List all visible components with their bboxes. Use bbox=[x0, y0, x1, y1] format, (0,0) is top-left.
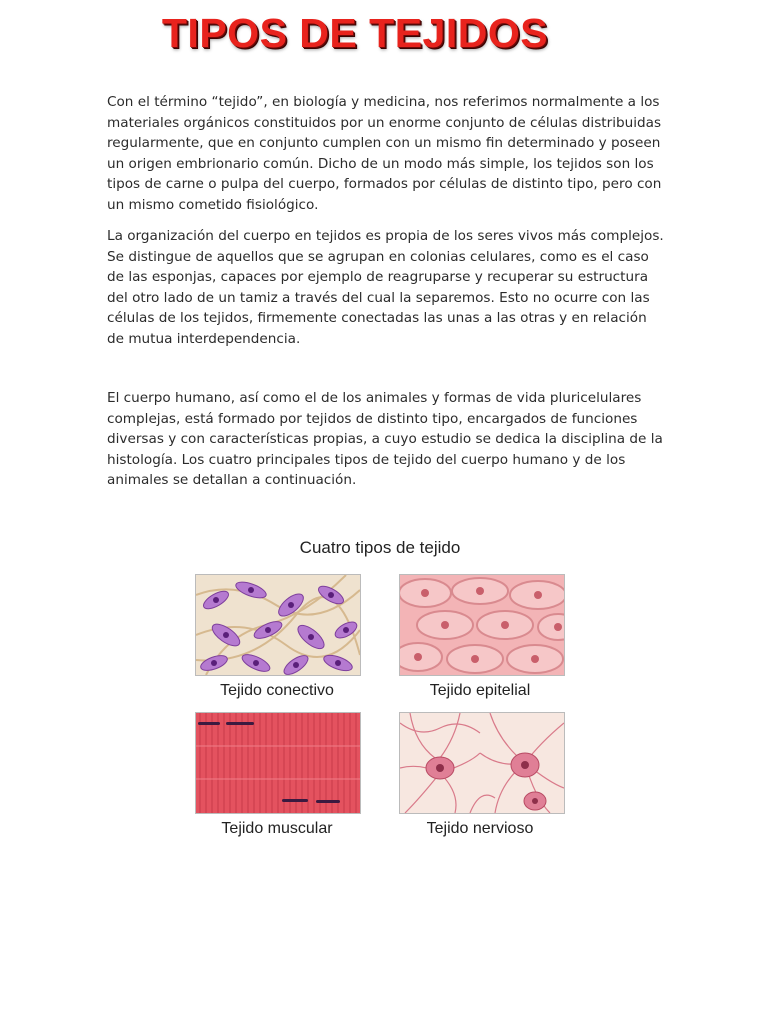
epithelial-tissue-image bbox=[399, 574, 565, 676]
muscle-tissue-image bbox=[195, 712, 361, 814]
figure-title: Cuatro tipos de tejido bbox=[299, 538, 461, 557]
nervous-tissue-image bbox=[399, 712, 565, 814]
epithelial-tissue-label: Tejido epitelial bbox=[429, 682, 531, 699]
connective-tissue-image bbox=[195, 574, 361, 676]
muscle-tissue-label: Tejido muscular bbox=[221, 820, 333, 837]
page-title: TIPOS DE TEJIDOS bbox=[161, 10, 549, 56]
human-body-paragraph: El cuerpo humano, así como el de los animales y formas de vida pluricelulares complejas, está formado por tejidos de distinto tipo, encargados de funciones diversas y con características propias, a cuyo estudio se dedica la disciplina de la histología. Los cuatro principales tipos de tejido del cuerpo humano y de los animales se detallan a continuación. bbox=[107, 390, 663, 489]
intro-paragraph: Con el término “tejido”, en biología y medicina, nos referimos normalmente a los materiales orgánicos constituidos por un enorme conjunto de células distribuidas regularmente, que en conjunto cumplen con un mismo fin determinado y poseen un origen embrionario común. Dicho de un modo más simple, los tejidos son los tipos de carne o pulpa del cuerpo, formados por células de distinto tipo, pero con un mismo cometido fisiológico. bbox=[107, 94, 662, 213]
nervous-tissue-label: Tejido nervioso bbox=[426, 820, 534, 837]
tissue-types-figure bbox=[194, 534, 566, 844]
organization-paragraph: La organización del cuerpo en tejidos es propia de los seres vivos más complejos. Se distingue de aquellos que se agrupan en colonias celulares, como es el caso de las esponjas, capaces por ejemplo de reagruparse y recuperar su estructura del otro lado de un tamiz a través del cual la separemos. Esto no ocurre con las células de los tejidos, firmemente conectadas las unas a las otras y en relación de mutua interdependencia. bbox=[107, 228, 664, 347]
connective-tissue-label: Tejido conectivo bbox=[220, 682, 334, 699]
